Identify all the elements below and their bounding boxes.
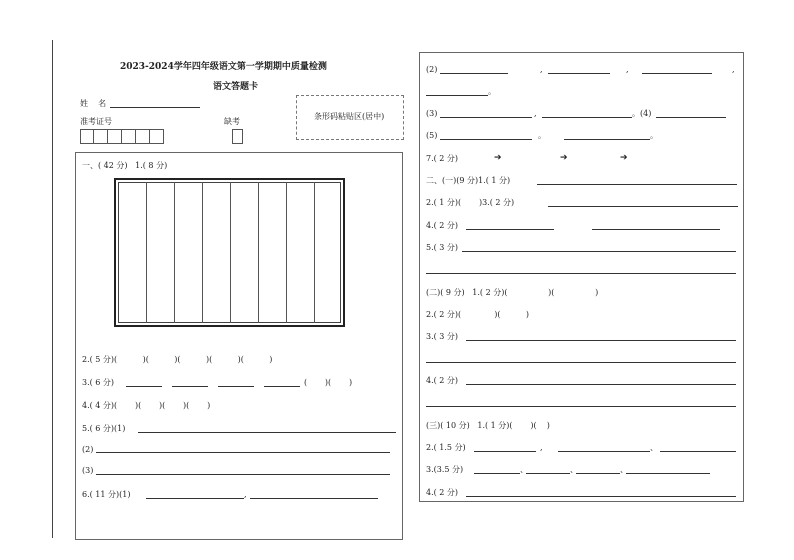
r-item-2: (2) [426,65,438,74]
s2-q3-line[interactable] [548,206,738,207]
r2-comma-2: , [626,65,629,74]
p3-q2-comma: , [540,443,543,452]
r2-comma-1: , [540,65,543,74]
p2-q4-line-1[interactable] [466,384,736,385]
p3-q3-blank-4[interactable] [626,473,710,474]
p2-q3-line-1[interactable] [466,340,736,341]
question-2: 2.( 5 分)( )( )( )( )( ) [82,355,273,364]
q3-blank-1[interactable] [126,386,162,387]
r5-blank-1[interactable] [440,139,532,140]
barcode-label: 条形码粘贴区(居中) [314,112,385,121]
r2-blank-2[interactable] [548,73,610,74]
arrow-right-icon: ➔ [620,153,628,163]
arrow-right-icon: ➔ [494,153,502,163]
p3-question-4: 4.( 2 分) [426,488,459,497]
question-5-part-3: (3) [82,466,94,475]
p3-q4-line[interactable] [466,496,736,497]
grid-column-line [202,182,203,323]
p3-q3-blank-1[interactable] [474,473,520,474]
s2-question-5: 5.( 3 分) [426,243,459,252]
answer-sheet-title: 语文答题卡 [213,82,259,92]
p3-q2-blank-2[interactable] [558,451,650,452]
q3-blank-3[interactable] [218,386,254,387]
s2-q1-line[interactable] [537,184,737,185]
r2-blank-4[interactable] [426,95,488,96]
p3-q3-sep-3: 、 [620,465,628,474]
q5-line-2[interactable] [96,452,390,453]
q5-line-3[interactable] [96,474,390,475]
s2-question-4: 4.( 2 分) [426,221,459,230]
q3-blank-2[interactable] [172,386,208,387]
p2-question-2: 2.( 2 分)( )( ) [426,310,530,319]
r3-blank-1[interactable] [440,117,532,118]
q6-blank-2[interactable] [250,498,378,499]
r-item-5: (5) [426,131,438,140]
question-3: 3.( 6 分) [82,378,115,387]
r2-blank-3[interactable] [642,73,712,74]
absent-label: 缺考 [224,117,240,126]
p3-q3-sep-1: 、 [520,465,528,474]
grid-column-line [258,182,259,323]
exam-title: 2023-2024学年四年级语文第一学期期中质量检测 [120,62,327,72]
section-two-part-three: (三)( 10 分) 1.( 1 分)( )( ) [426,421,550,430]
s2-q5-line-1[interactable] [462,251,736,252]
grid-column-line [174,182,175,323]
r5-period-2: 。 [650,131,658,140]
p2-q4-line-2[interactable] [426,406,736,407]
r2-period: 。 [488,87,496,96]
grid-column-line [146,182,147,323]
binding-line [52,40,53,538]
r3-period-r4: 。(4) [632,109,652,118]
p3-question-3: 3.(3.5 分) [426,465,464,474]
grid-column-line [230,182,231,323]
q6-comma: , [244,490,247,499]
right-answer-panel [419,52,744,502]
question-5: 5.( 6 分)(1) [82,424,126,433]
q3-parentheses: ( )( ) [304,378,353,387]
p3-q3-sep-2: 、 [570,465,578,474]
exam-number-boxes[interactable] [80,129,164,144]
name-field[interactable] [110,107,200,108]
absent-checkbox[interactable] [232,129,243,144]
r3-blank-2[interactable] [542,117,632,118]
q5-line-1[interactable] [138,432,396,433]
p2-question-4: 4.( 2 分) [426,376,459,385]
section-one-heading: 一、( 42 分) 1.( 8 分) [82,161,168,170]
question-6: 6.( 11 分)(1) [82,490,131,499]
name-label: 姓 名 [80,99,107,108]
question-7: 7.( 2 分) [426,154,459,163]
s2-question-2-3: 2.( 1 分)( )3.( 2 分) [426,198,515,207]
s2-q4-blank-1[interactable] [466,229,554,230]
r-item-3: (3) [426,109,438,118]
p3-q2-blank-1[interactable] [474,451,536,452]
p3-q3-blank-3[interactable] [576,473,620,474]
p2-q3-line-2[interactable] [426,362,736,363]
r5-blank-2[interactable] [564,139,650,140]
q6-blank-1[interactable] [146,498,244,499]
section-two-part-two: (二)( 9 分) 1.( 2 分)( )( ) [426,288,599,297]
r3-comma: , [534,109,537,118]
exam-number-label: 准考证号 [80,117,112,126]
p2-question-3: 3.( 3 分) [426,332,459,341]
r2-blank-1[interactable] [440,73,508,74]
grid-column-line [286,182,287,323]
s2-q5-line-2[interactable] [426,273,736,274]
p3-question-2: 2.( 1.5 分) [426,443,466,452]
question-4: 4.( 4 分)( )( )( )( ) [82,401,211,410]
r5-period-1: 。 [538,131,546,140]
r4-blank[interactable] [656,117,726,118]
s2-q4-blank-2[interactable] [592,229,720,230]
section-two-part-one: 二、(一)(9 分)1.( 1 分) [426,176,511,185]
r2-comma-3: , [732,65,735,74]
p3-q2-blank-3[interactable] [660,451,736,452]
arrow-right-icon: ➔ [560,153,568,163]
p3-q3-blank-2[interactable] [526,473,570,474]
question-5-part-2: (2) [82,445,94,454]
q3-blank-4[interactable] [264,386,300,387]
p3-q2-separator: 、 [650,443,658,452]
grid-column-line [314,182,315,323]
